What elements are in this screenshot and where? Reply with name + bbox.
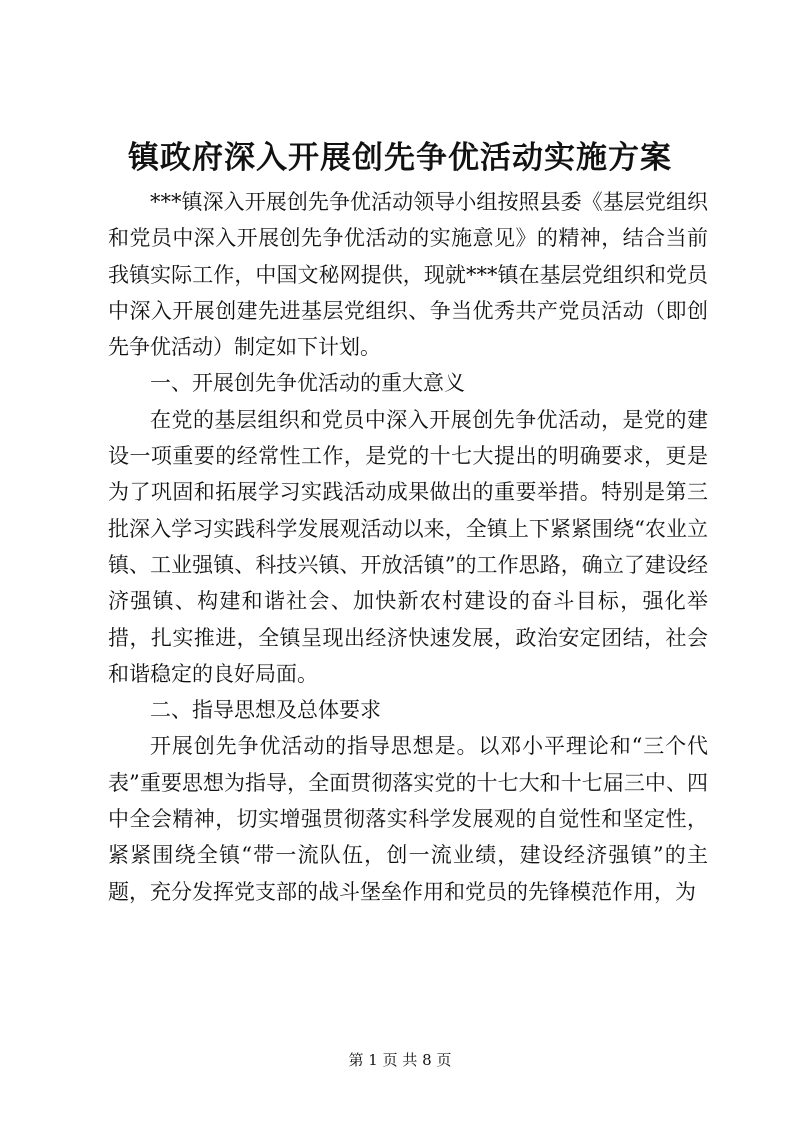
- section-heading-1: 一、开展创先争优活动的重大意义: [150, 371, 465, 396]
- paragraph-intro: ***镇深入开展创先争优活动领导小组按照县委《基层党组织和党员中深入开展创先争优活动的实施意见》的精神，结合当前我镇实际工作，中国文秘网提供，现就***镇在基层党组织和党员中深入开展创建先进基层党组织、争当优秀共产党员活动（即创先争优活动）制定如下计划。: [108, 190, 708, 360]
- paragraph-significance: 在党的基层组织和党员中深入开展创先争优活动，是党的建设一项重要的经常性工作，是党的十七大提出的明确要求，更是为了巩固和拓展学习实践活动成果做出的重要举措。特别是第三批深入学习实践科学发展观活动以来，全镇上下紧紧围绕“农业立镇、工业强镇、科技兴镇、开放活镇”的工作思路，确立了建设经济强镇、构建和谐社会、加快新农村建设的奋斗目标，强化举措，扎实推进，全镇呈现出经济快速发展，政治安定团结，社会和谐稳定的良好局面。: [108, 407, 708, 686]
- document-title: 镇政府深入开展创先争优活动实施方案: [128, 140, 672, 176]
- page-footer: [0, 1050, 800, 1070]
- page-number-label: 第 1 页 共 8 页: [348, 1051, 452, 1069]
- paragraph-guiding-thought: 开展创先争优活动的指导思想是。以邓小平理论和“三个代表”重要思想为指导，全面贯彻落实党的十七大和十七届三中、四中全会精神，切实增强贯彻落实科学发展观的自觉性和坚定性，紧紧围绕全镇“带一流队伍，创一流业绩，建设经济强镇”的主题，充分发挥党支部的战斗堡垒作用和党员的先锋模范作用，为: [108, 734, 708, 904]
- section-heading-2: 二、指导思想及总体要求: [150, 698, 381, 723]
- document-body: [108, 184, 708, 910]
